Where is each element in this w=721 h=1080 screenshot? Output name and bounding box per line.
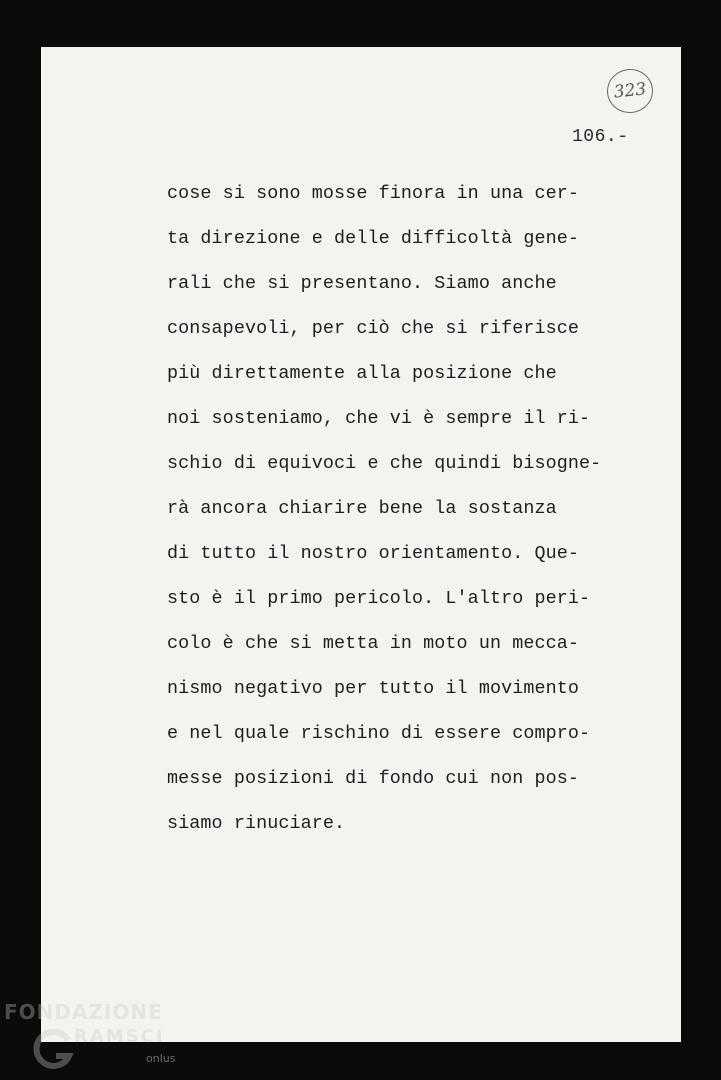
text-line: di tutto il nostro orientamento. Que- bbox=[167, 543, 580, 564]
text-line: rali che si presentano. Siamo anche bbox=[167, 273, 557, 294]
watermark-line2: RAMSCI bbox=[74, 1026, 165, 1047]
stamp-label: 323 bbox=[612, 79, 648, 103]
text-line: ta direzione e delle difficoltà gene- bbox=[167, 228, 580, 249]
text-line: colo è che si metta in moto un mecca- bbox=[167, 633, 580, 654]
text-line: sto è il primo pericolo. L'altro peri- bbox=[167, 588, 591, 609]
archive-number-stamp bbox=[605, 67, 655, 116]
page-number: 106.- bbox=[572, 127, 629, 147]
text-line: cose si sono mosse finora in una cer- bbox=[167, 183, 580, 204]
watermark-suffix: onlus bbox=[146, 1052, 176, 1065]
text-line: schio di equivoci e che quindi bisogne- bbox=[167, 453, 602, 474]
document-page bbox=[41, 47, 681, 1042]
text-line: più direttamente alla posizione che bbox=[167, 363, 557, 384]
text-line: messe posizioni di fondo cui non pos- bbox=[167, 768, 580, 789]
text-line: e nel quale rischino di essere compro- bbox=[167, 723, 591, 744]
fondazione-gramsci-watermark bbox=[0, 996, 200, 1076]
text-line: siamo rinuciare. bbox=[167, 813, 346, 834]
watermark-line1: FONDAZIONE bbox=[4, 1000, 163, 1024]
text-line: noi sosteniamo, che vi è sempre il ri- bbox=[167, 408, 591, 429]
text-line: rà ancora chiarire bene la sostanza bbox=[167, 498, 557, 519]
text-line: nismo negativo per tutto il movimento bbox=[167, 678, 580, 699]
typed-body-text bbox=[167, 183, 637, 858]
text-line: consapevoli, per ciò che si riferisce bbox=[167, 318, 580, 339]
gramsci-g-logo-icon bbox=[30, 1026, 76, 1072]
